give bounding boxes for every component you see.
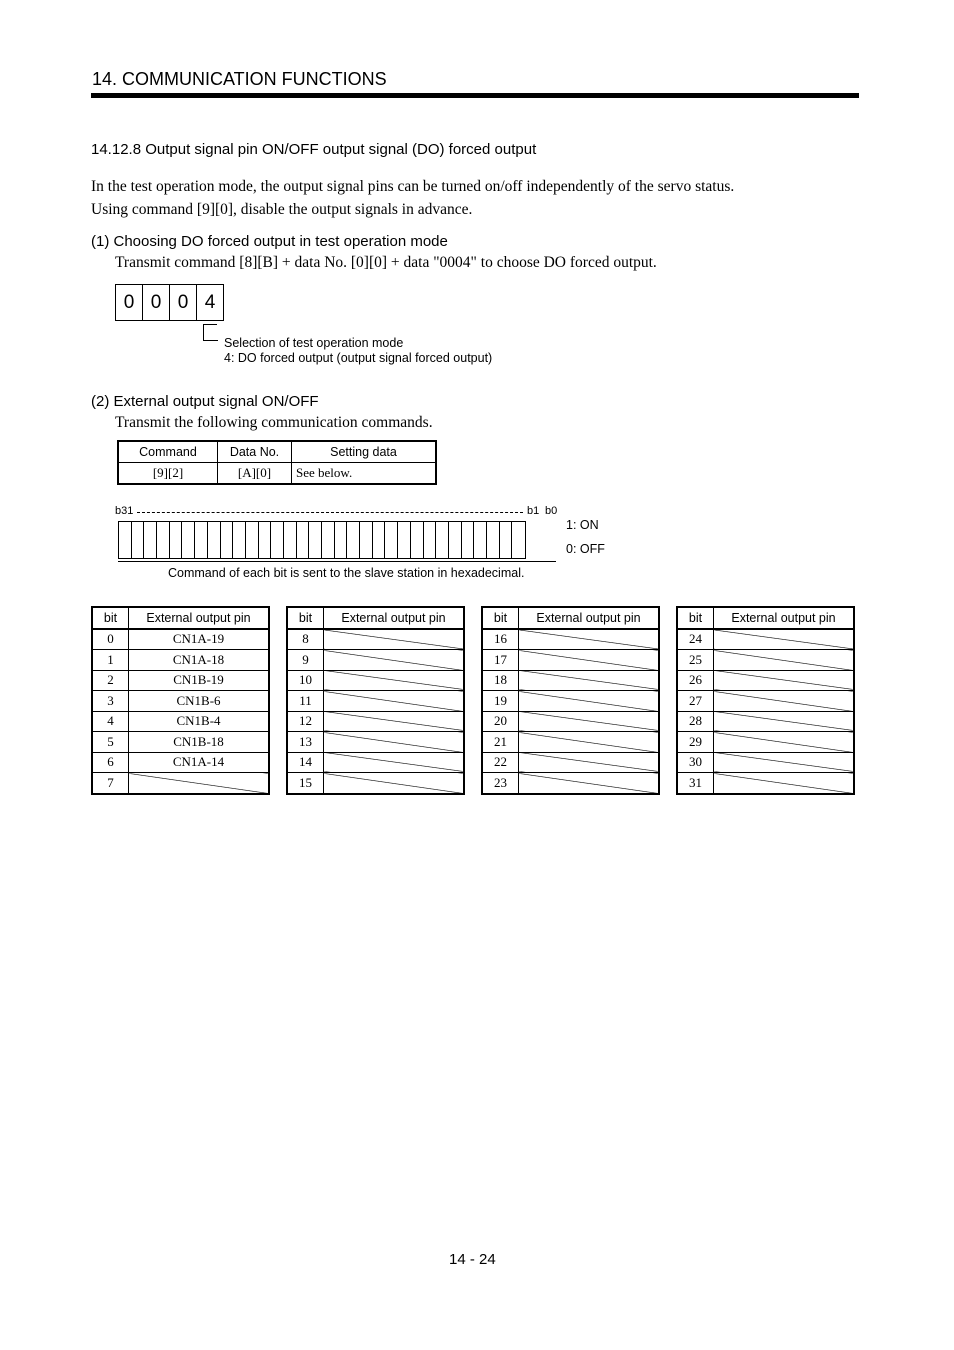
external-output-pin [714, 711, 855, 732]
external-output-pin [519, 773, 660, 794]
bit-range-dashes [137, 512, 523, 513]
table-row [677, 773, 854, 794]
external-output-pin [324, 732, 465, 753]
bit-number: 1 [92, 650, 129, 671]
hex-note: Command of each bit is sent to the slave station in hexadecimal. [168, 566, 525, 580]
external-output-pin [324, 670, 465, 691]
table-row [287, 629, 464, 650]
table-row [287, 711, 464, 732]
bit-cell [221, 522, 234, 558]
bit-number: 10 [287, 670, 324, 691]
bit-number: 16 [482, 629, 519, 650]
bit-table [286, 606, 465, 795]
subsection-1-text: Transmit command [8][B] + data No. [0][0] + data "0004" to choose DO forced output. [115, 254, 657, 271]
bit-number: 28 [677, 711, 714, 732]
bit-number: 12 [287, 711, 324, 732]
header-bit: bit [287, 607, 324, 629]
bit-table [91, 606, 270, 795]
bit-table [481, 606, 660, 795]
external-output-pin: CN1B-19 [129, 670, 270, 691]
bit-table-header [92, 607, 269, 629]
bit-cell [474, 522, 487, 558]
bit-table [676, 606, 855, 795]
bit-cell [322, 522, 335, 558]
intro-paragraph [91, 175, 871, 221]
bit-cell [436, 522, 449, 558]
command-table-header [118, 441, 436, 463]
bit-number: 27 [677, 691, 714, 712]
mode-digit: 0 [170, 285, 197, 320]
cell-command: [9][2] [118, 463, 218, 485]
table-row [482, 773, 659, 794]
header-external-output-pin: External output pin [714, 607, 855, 629]
external-output-pin [324, 752, 465, 773]
table-row [677, 732, 854, 753]
bit-cell [132, 522, 145, 558]
bit-number: 17 [482, 650, 519, 671]
bit-number: 19 [482, 691, 519, 712]
external-output-pin [714, 773, 855, 794]
bit-label-b0: b0 [545, 505, 558, 517]
header-setting-data: Setting data [292, 441, 437, 463]
bit-number: 13 [287, 732, 324, 753]
bit-cell [182, 522, 195, 558]
bit-table-header [482, 607, 659, 629]
bit-cell [259, 522, 272, 558]
mode-digit: 0 [116, 285, 143, 320]
section-title: 14.12.8 Output signal pin ON/OFF output signal (DO) forced output [91, 141, 537, 158]
bit-number: 23 [482, 773, 519, 794]
table-row [92, 711, 269, 732]
chapter-title: 14. COMMUNICATION FUNCTIONS [92, 69, 387, 89]
bit-number: 29 [677, 732, 714, 753]
external-output-pin [519, 650, 660, 671]
external-output-pin [714, 629, 855, 650]
cell-data-no: [A][0] [218, 463, 292, 485]
table-row [482, 629, 659, 650]
on-label: 1: ON [566, 518, 599, 532]
bit-number: 2 [92, 670, 129, 691]
bit-number: 22 [482, 752, 519, 773]
table-row [92, 691, 269, 712]
external-output-pin [714, 650, 855, 671]
bit-cell [385, 522, 398, 558]
table-row [92, 650, 269, 671]
header-bit: bit [92, 607, 129, 629]
bit-number: 3 [92, 691, 129, 712]
bit-number: 20 [482, 711, 519, 732]
table-row [677, 691, 854, 712]
external-output-pin [519, 691, 660, 712]
table-row [92, 732, 269, 753]
table-row [287, 670, 464, 691]
bit-number: 6 [92, 752, 129, 773]
bit-cell [297, 522, 310, 558]
bit-field-diagram [118, 521, 526, 559]
bit-cell [360, 522, 373, 558]
external-output-pin [714, 670, 855, 691]
bit-cell [500, 522, 513, 558]
bit-number: 9 [287, 650, 324, 671]
external-output-pin [519, 732, 660, 753]
subsection-1-heading: (1) Choosing DO forced output in test operation mode [91, 233, 448, 250]
subsection-2-text: Transmit the following communication commands. [115, 414, 433, 431]
bit-number: 31 [677, 773, 714, 794]
header-external-output-pin: External output pin [519, 607, 660, 629]
command-table-row [118, 463, 436, 485]
bit-table-header [287, 607, 464, 629]
mode-digit: 0 [143, 285, 170, 320]
table-row [482, 752, 659, 773]
external-output-pin [324, 650, 465, 671]
external-output-pin [519, 670, 660, 691]
bit-cell [246, 522, 259, 558]
external-output-pin: CN1A-18 [129, 650, 270, 671]
table-row [92, 752, 269, 773]
bit-cell [449, 522, 462, 558]
bit-cell [309, 522, 322, 558]
table-row [92, 773, 269, 794]
external-output-pin [519, 752, 660, 773]
bit-cell [398, 522, 411, 558]
header-bit: bit [677, 607, 714, 629]
table-row [482, 670, 659, 691]
external-output-pin [129, 773, 270, 794]
bit-number: 8 [287, 629, 324, 650]
bit-number: 15 [287, 773, 324, 794]
bit-cell [335, 522, 348, 558]
table-row [287, 732, 464, 753]
bit-number: 26 [677, 670, 714, 691]
external-output-pin [519, 629, 660, 650]
table-row [482, 691, 659, 712]
header-bit: bit [482, 607, 519, 629]
external-output-pin [324, 629, 465, 650]
bit-cell [424, 522, 437, 558]
bit-field-underline [118, 561, 556, 562]
mode-digit-box [115, 284, 224, 321]
bit-cell [373, 522, 386, 558]
table-row [287, 773, 464, 794]
bit-cell [195, 522, 208, 558]
table-row [287, 752, 464, 773]
mode-digit: 4 [204, 291, 216, 313]
bit-number: 18 [482, 670, 519, 691]
table-row [482, 732, 659, 753]
bit-table-header [677, 607, 854, 629]
bit-number: 5 [92, 732, 129, 753]
bit-number: 30 [677, 752, 714, 773]
bit-cell [119, 522, 132, 558]
bit-number: 7 [92, 773, 129, 794]
external-output-pin [714, 691, 855, 712]
bit-cell [271, 522, 284, 558]
bit-cell [233, 522, 246, 558]
table-row [677, 752, 854, 773]
bit-cell [144, 522, 157, 558]
header-command: Command [118, 441, 218, 463]
external-output-pin [714, 732, 855, 753]
bit-number: 4 [92, 711, 129, 732]
bit-number: 24 [677, 629, 714, 650]
bit-cell [512, 522, 525, 558]
page-number: 14 - 24 [449, 1251, 496, 1268]
table-row [677, 711, 854, 732]
external-output-pin [324, 691, 465, 712]
external-output-pin [324, 711, 465, 732]
bit-cell [487, 522, 500, 558]
table-row [677, 650, 854, 671]
table-row [482, 711, 659, 732]
table-row [92, 670, 269, 691]
chapter-divider [91, 93, 859, 98]
external-output-pin: CN1B-6 [129, 691, 270, 712]
mode-label-do-forced: 4: DO forced output (output signal forced output) [224, 351, 493, 365]
bit-cell [170, 522, 183, 558]
bit-cell [411, 522, 424, 558]
table-row [677, 629, 854, 650]
cell-setting-data: See below. [292, 463, 437, 485]
intro-line-1: In the test operation mode, the output signal pins can be turned on/off independently of the servo status. [91, 178, 735, 195]
external-output-pin: CN1B-4 [129, 711, 270, 732]
bit-cell [284, 522, 297, 558]
bit-number: 0 [92, 629, 129, 650]
bit-number: 11 [287, 691, 324, 712]
bit-number: 14 [287, 752, 324, 773]
bit-cell [347, 522, 360, 558]
subsection-2-heading: (2) External output signal ON/OFF [91, 393, 319, 410]
command-table [117, 440, 437, 485]
table-row [92, 629, 269, 650]
mode-label-selection: Selection of test operation mode [224, 336, 404, 350]
intro-line-2: Using command [9][0], disable the output signals in advance. [91, 201, 473, 218]
bit-cell [462, 522, 475, 558]
off-label: 0: OFF [566, 542, 605, 556]
external-output-pin: CN1A-19 [129, 629, 270, 650]
mode-bracket [203, 324, 218, 341]
table-row [482, 650, 659, 671]
bit-label-b31: b31 [115, 505, 134, 517]
bit-number: 21 [482, 732, 519, 753]
external-output-pin: CN1A-14 [129, 752, 270, 773]
external-output-pin: CN1B-18 [129, 732, 270, 753]
bit-cell [208, 522, 221, 558]
external-output-pin [714, 752, 855, 773]
header-external-output-pin: External output pin [129, 607, 270, 629]
external-output-pin [519, 711, 660, 732]
external-output-pin [324, 773, 465, 794]
bit-number: 25 [677, 650, 714, 671]
header-external-output-pin: External output pin [324, 607, 465, 629]
table-row [677, 670, 854, 691]
header-data-no: Data No. [218, 441, 292, 463]
table-row [287, 691, 464, 712]
bit-label-b1: b1 [527, 505, 540, 517]
table-row [287, 650, 464, 671]
bit-cell [157, 522, 170, 558]
